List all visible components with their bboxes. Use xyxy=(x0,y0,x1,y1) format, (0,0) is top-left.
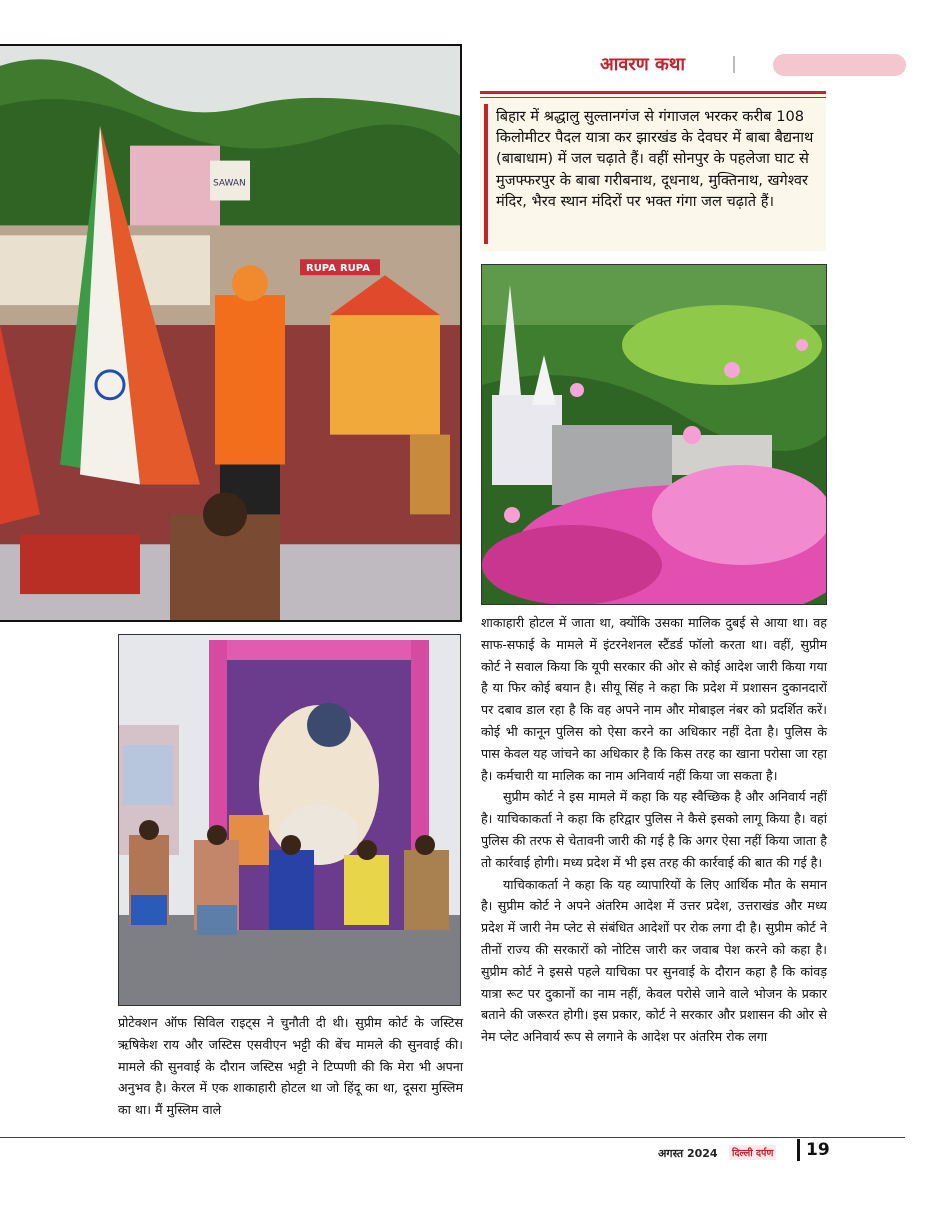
footer-divider xyxy=(797,1139,800,1161)
article-paragraph: प्रोटेक्शन ऑफ सिविल राइट्स ने चुनौती दी थी। सुप्रीम कोर्ट के जस्टिस ऋषिकेश राय और जस्टिस एसवीएन भट्टी की बेंच मामले की सुनवाई की। मामले की सुनवाई के दौरान जस्टिस भट्टी ने टिप्पणी की कि मेरा भी अपना अनुभव है। केरल में एक शाकाहारी होटल था जो हिंदू का था, दूसरा मुस्लिम का था। मैं मुस्लिम वाले xyxy=(118,1015,463,1118)
photo-temple-aerial-graphic xyxy=(482,265,826,604)
callout-text: बिहार में श्रद्धालु सुल्तानगंज से गंगाजल भरकर करीब 108 किलोमीटर पैदल यात्रा कर झारखंड के देवघर में बाबा बैद्यनाथ (बाबाधाम) में जल चढ़ाते हैं। वहीं सोनपुर के पहलेजा घाट से मुजफ्फरपुर के बाबा गरीबनाथ, दूधनाथ, मुक्तिनाथ, खगेश्वर मंदिर, भैरव स्थान मंदिरों पर भक्त गंगा जल चढ़ाते हैं। xyxy=(496,108,814,210)
publication-logo: दिल्ली दर्पण xyxy=(729,1145,776,1160)
callout-side-bar xyxy=(484,104,488,244)
section-title: आवरण कथा xyxy=(600,54,686,75)
article-right-column xyxy=(481,612,827,1048)
callout-top-rule xyxy=(480,97,826,98)
article-paragraph: शाकाहारी होटल में जाता था, क्योंकि उसका मालिक दुबई से आया था। वह साफ-सफाई के मामले में इंटरनेशनल स्टैंडर्ड फॉलो करता था। वहीं, सुप्रीम कोर्ट ने सवाल किया कि यूपी सरकार की ओर से कोई आदेश जारी किया गया है या फिर कोई बयान है। सीयू सिंह ने कहा कि प्रदेश में प्रशासन दुकानदारों पर दबाव डाल रहा है कि वह अपने नाम और मोबाइल नंबर को प्रदर्शित करें। कोई भी कानून पुलिस को ऐसा करने का अधिकार नहीं देता है। पुलिस के पास केवल यह जांचने का अधिकार है कि किस तरह का खाना परोसा जा रहा है। कर्मचारी या मालिक का नाम अनिवार्य नहीं किया जा सकता है। xyxy=(481,615,827,783)
article-paragraph: याचिकाकर्ता ने कहा कि यह व्यापारियों के लिए आर्थिक मौत के समान है। सुप्रीम कोर्ट ने अपने अंतरिम आदेश में उत्तर प्रदेश, उत्तराखंड और मध्य प्रदेश में जारी नेम प्लेट से संबंधित आदेशों पर रोक लगा दी है। सुप्रीम कोर्ट ने तीनों राज्य की सरकारों को नोटिस जारी कर जवाब पेश करने को कहा है। सुप्रीम कोर्ट ने इससे पहले याचिका पर सुनवाई के दौरान कहा है कि कांवड़ यात्रा रूट पर दुकानों का नाम नहीं, केवल परोसे जाने वाले भोजन के प्रकार बताने की जरूरत होगी। इस प्रकार, कोर्ट ने सरकार और प्रशासन की ओर से नेम प्लेट अनिवार्य रूप से लगाने के आदेश पर अंतरिम रोक लगा xyxy=(481,876,827,1045)
footer-issue-month: अगस्त 2024 xyxy=(658,1147,718,1160)
sign-rupa-1: RUPA xyxy=(306,263,336,275)
sign-rupa-2: RUPA xyxy=(339,263,370,275)
header-decorative-pill xyxy=(773,54,906,76)
sign-sawan: SAWAN xyxy=(212,178,246,189)
callout-box xyxy=(480,91,826,251)
header-divider xyxy=(733,56,735,73)
article-paragraph: सुप्रीम कोर्ट ने इस मामले में कहा कि यह स्वैच्छिक है और अनिवार्य नहीं है। याचिकाकर्ता ने कहा कि हरिद्वार पुलिस ने कैसे इसको लागू किया है। वहां पुलिस की तरफ से चेतावनी जारी की गई है कि अगर ऐसा नहीं किया जाता है तो कार्रवाई होगी। मध्य प्रदेश में भी इस तरह की कार्रवाई की बात की गई है। xyxy=(481,789,827,870)
photo-kanwar-ghat-graphic xyxy=(0,46,460,620)
photo-kanwar-procession xyxy=(118,634,461,1006)
photo-kanwar-ghat xyxy=(0,44,462,622)
footer-rule xyxy=(0,1137,905,1138)
photo-kanwar-procession-graphic xyxy=(119,635,460,1005)
photo-temple-aerial xyxy=(481,264,827,605)
article-left-column xyxy=(118,1012,463,1121)
page-number: 19 xyxy=(806,1140,830,1160)
